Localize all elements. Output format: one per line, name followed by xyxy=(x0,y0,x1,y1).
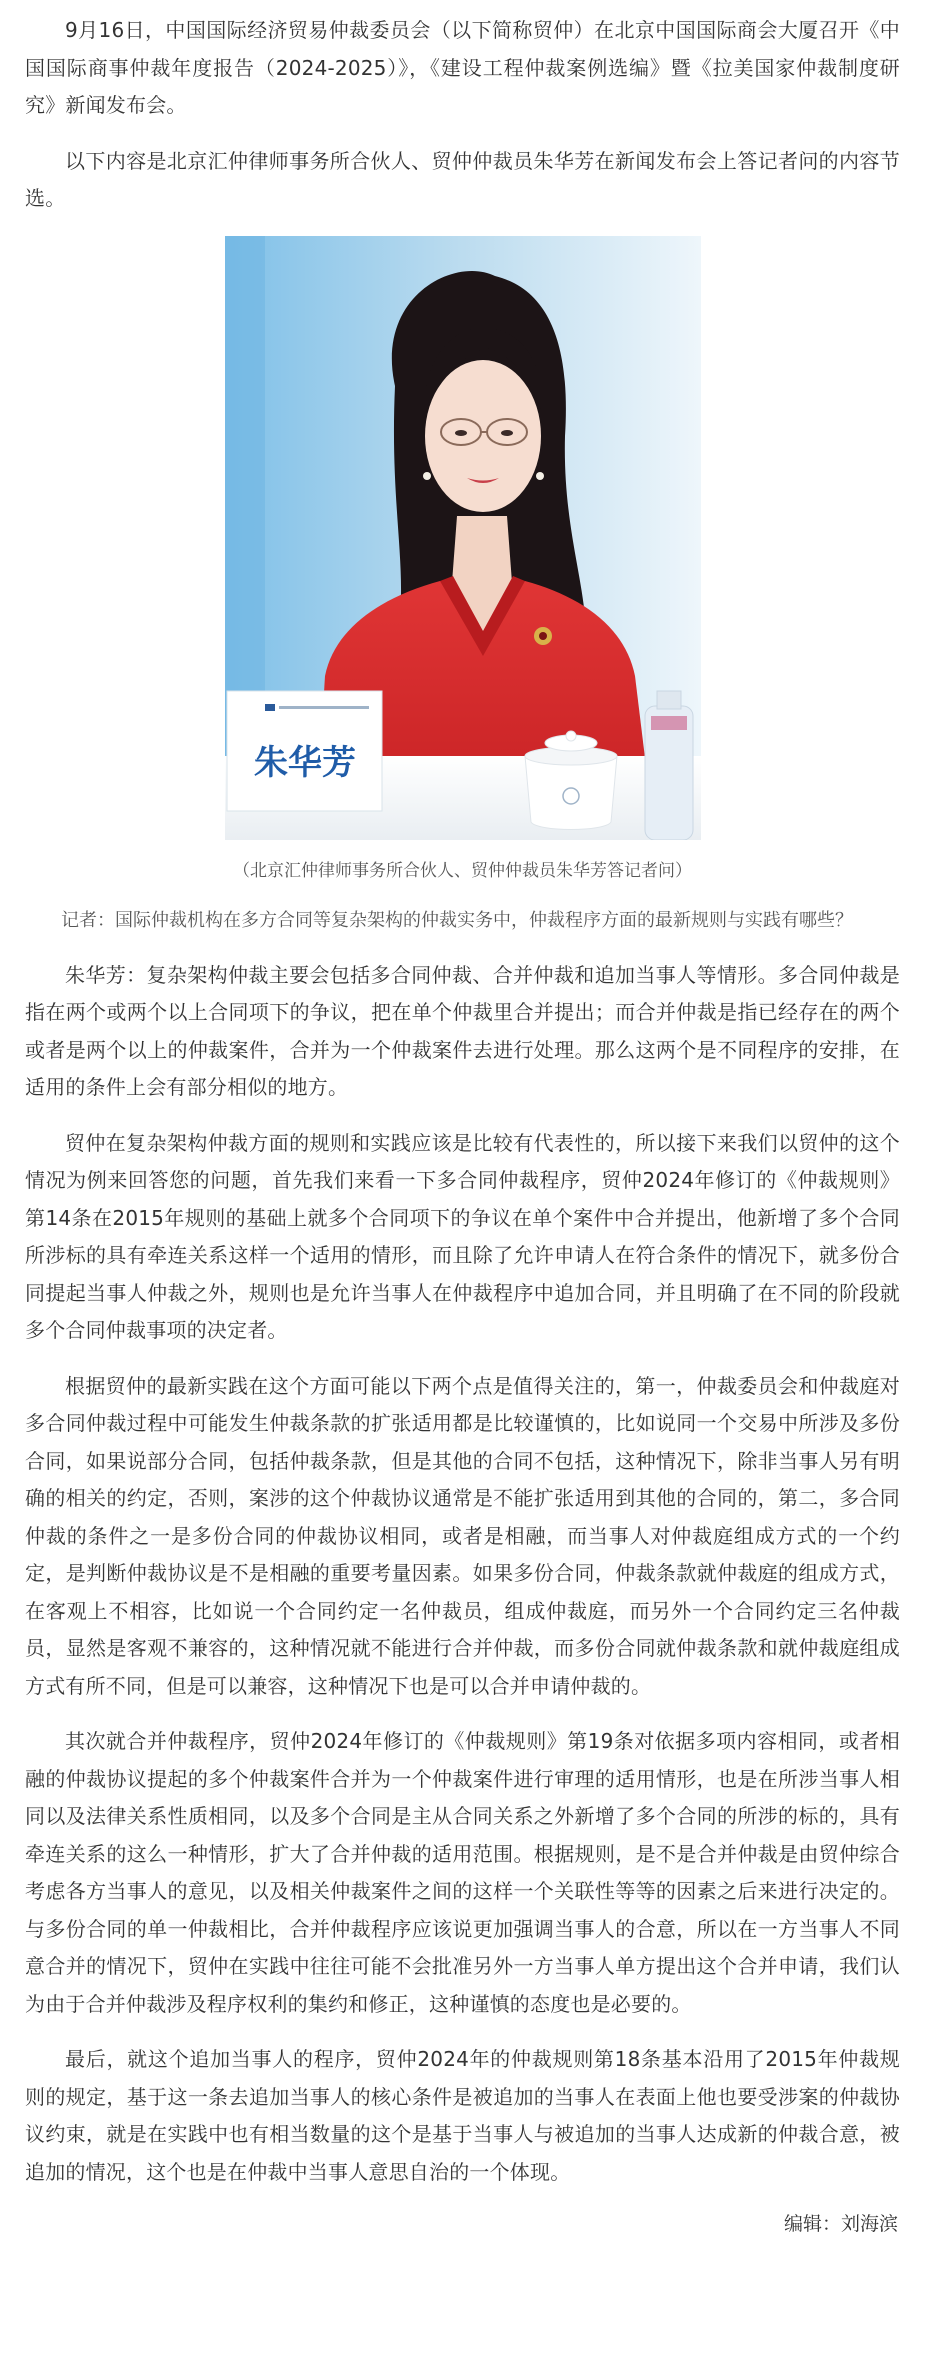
photo-caption: （北京汇仲律师事务所合伙人、贸仲仲裁员朱华芳答记者问） xyxy=(233,860,692,881)
answer-paragraph-2: 贸仲在复杂架构仲裁方面的规则和实践应该是比较有代表性的，所以接下来我们以贸仲的这个情况为例来回答您的问题，首先我们来看一下多合同仲裁程序，贸仲2024年修订的《仲裁规则》第14条在2015年规则的基础上就多个合同项下的争议在单个案件中合并提出，他新增了多个合同所涉标的具有牵连关系这样一个适用的情形，而且除了允许申请人在符合条件的情况下，就多份合同提起当事人仲裁之外，规则也是允许当事人在仲裁程序中追加合同，并且明确了在不同的阶段就多个合同仲裁事项的决定者。 xyxy=(25,1130,900,1342)
answer-paragraph-5: 最后，就这个追加当事人的程序，贸仲2024年的仲裁规则第18条基本沿用了2015年仲裁规则的规定，基于这一条去追加当事人的核心条件是被追加的当事人在表面上他也要受涉案的仲裁协议约束，就是在实践中也有相当数量的这个是基于当事人与被追加的当事人达成新的仲裁合意，被追加的情况，这个也是在仲裁中当事人意思自治的一个体现。 xyxy=(25,2047,900,2184)
answer-paragraph-3: 根据贸仲的最新实践在这个方面可能以下两个点是值得关注的，第一，仲裁委员会和仲裁庭对多合同仲裁过程中可能发生仲裁条款的扩张适用都是比较谨慎的，比如说同一个交易中所涉及多份合同，如果说部分合同，包括仲裁条款，但是其他的合同不包括，这种情况下，除非当事人另有明确的相关的约定，否则，案涉的这个仲裁协议通常是不能扩张适用到其他的合同的，第二，多合同仲裁的条件之一是多份合同的仲裁协议相同，或者是相融，而当事人对仲裁庭组成方式的一个约定，是判断仲裁协议是不是相融的重要考量因素。如果多份合同，仲裁条款就仲裁庭的组成方式，在客观上不相容，比如说一个合同约定一名仲裁员，组成仲裁庭，而另外一个合同约定三名仲裁员，显然是客观不兼容的，这种情况就不能进行合并仲裁，而多份合同就仲裁条款和就仲裁庭组成方式有所不同，但是可以兼容，这种情况下也是可以合并申请仲裁的。 xyxy=(25,1373,900,1698)
editor-credit: 编辑：刘海滨 xyxy=(783,2213,898,2235)
answer-paragraph-1: 朱华芳：复杂架构仲裁主要会包括多合同仲裁、合并仲裁和追加当事人等情形。多合同仲裁是指在两个或两个以上合同项下的争议，把在单个仲裁里合并提出；而合并仲裁是指已经存在的两个或者是两个以上的仲裁案件，合并为一个仲裁案件去进行处理。那么这两个是不同程序的安排，在适用的条件上会有部分相似的地方。 xyxy=(25,962,900,1099)
nameplate-text: 朱华芳 xyxy=(253,742,356,783)
intro-paragraph-1: 9月16日，中国国际经济贸易仲裁委员会（以下简称贸仲）在北京中国国际商会大厦召开《中国国际商事仲裁年度报告（2024-2025）》，《建设工程仲裁案例选编》暨《拉美国家仲裁制度研究》新闻发布会。 xyxy=(25,18,900,117)
interview-photo xyxy=(225,236,701,840)
answer-paragraph-4: 其次就合并仲裁程序，贸仲2024年修订的《仲裁规则》第19条对依据多项内容相同，或者相融的仲裁协议提起的多个仲裁案件合并为一个仲裁案件进行审理的适用情形，也是在所涉当事人相同以及法律关系性质相同，以及多个合同是主从合同关系之外新增了多个合同的所涉的标的，具有牵连关系的这么一种情形，扩大了合并仲裁的适用范围。根据规则，是不是合并仲裁是由贸仲综合考虑各方当事人的意见，以及相关仲裁案件之间的这样一个关联性等等的因素之后来进行决定的。与多份合同的单一仲裁相比，合并仲裁程序应该说更加强调当事人的合意，所以在一方当事人不同意合并的情况下，贸仲在实践中往往可能不会批准另外一方当事人单方提出这个合并申请，我们认为由于合并仲裁涉及程序权利的集约和修正，这种谨慎的态度也是必要的。 xyxy=(25,1729,900,2016)
intro-paragraph-2: 以下内容是北京汇仲律师事务所合伙人、贸仲仲裁员朱华芳在新闻发布会上答记者问的内容节选。 xyxy=(25,148,900,210)
reporter-question: 记者：国际仲裁机构在多方合同等复杂架构的仲裁实务中，仲裁程序方面的最新规则与实践有哪些？ xyxy=(61,909,853,931)
